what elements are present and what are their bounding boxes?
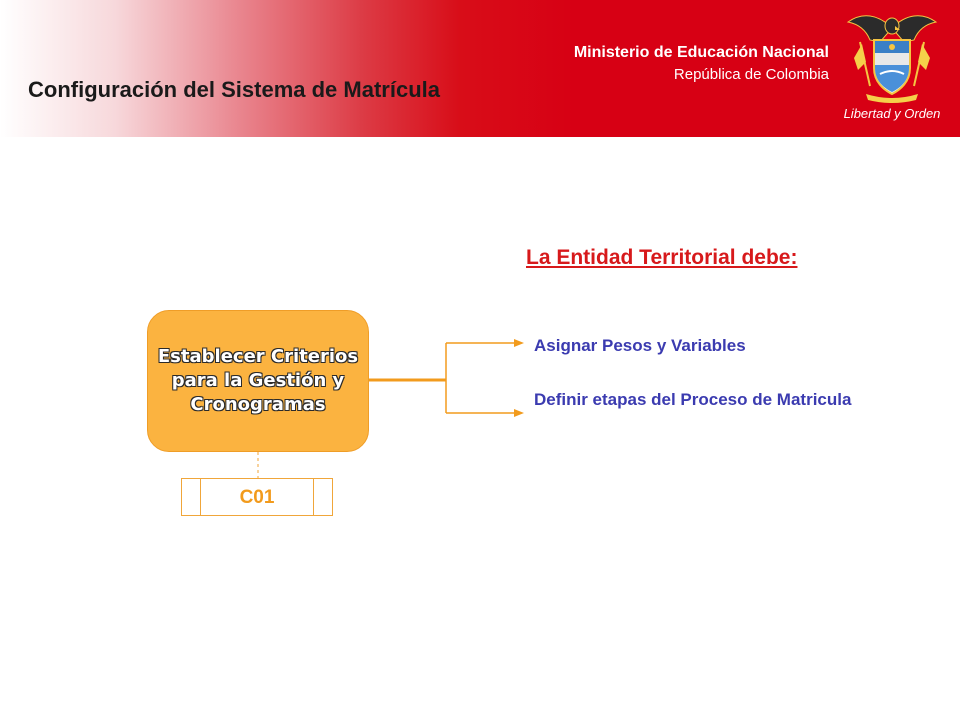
country-name: República de Colombia <box>673 66 829 83</box>
arrow-head-1 <box>514 339 524 347</box>
ministry-block <box>574 44 829 83</box>
code-label: C01 <box>239 487 275 508</box>
task-item-stages: Definir etapas del Proceso de Matricula <box>534 390 852 409</box>
coat-of-arms-graphic <box>840 6 944 106</box>
code-box <box>181 478 333 516</box>
page-title: Configuración del Sistema de Matrícula <box>28 77 440 102</box>
ministry-name: Ministerio de Educación Nacional <box>573 44 829 61</box>
crest-motto: Libertad y Orden <box>843 106 941 121</box>
coat-of-arms-icon <box>840 6 944 130</box>
task-item-weights: Asignar Pesos y Variables <box>534 336 746 355</box>
process-box <box>147 310 369 452</box>
diagram-heading: La Entidad Territorial debe: <box>526 246 798 269</box>
process-box-label: Establecer Criterios para la Gestión y Cronogramas <box>157 346 359 415</box>
arrow-head-2 <box>514 409 524 417</box>
